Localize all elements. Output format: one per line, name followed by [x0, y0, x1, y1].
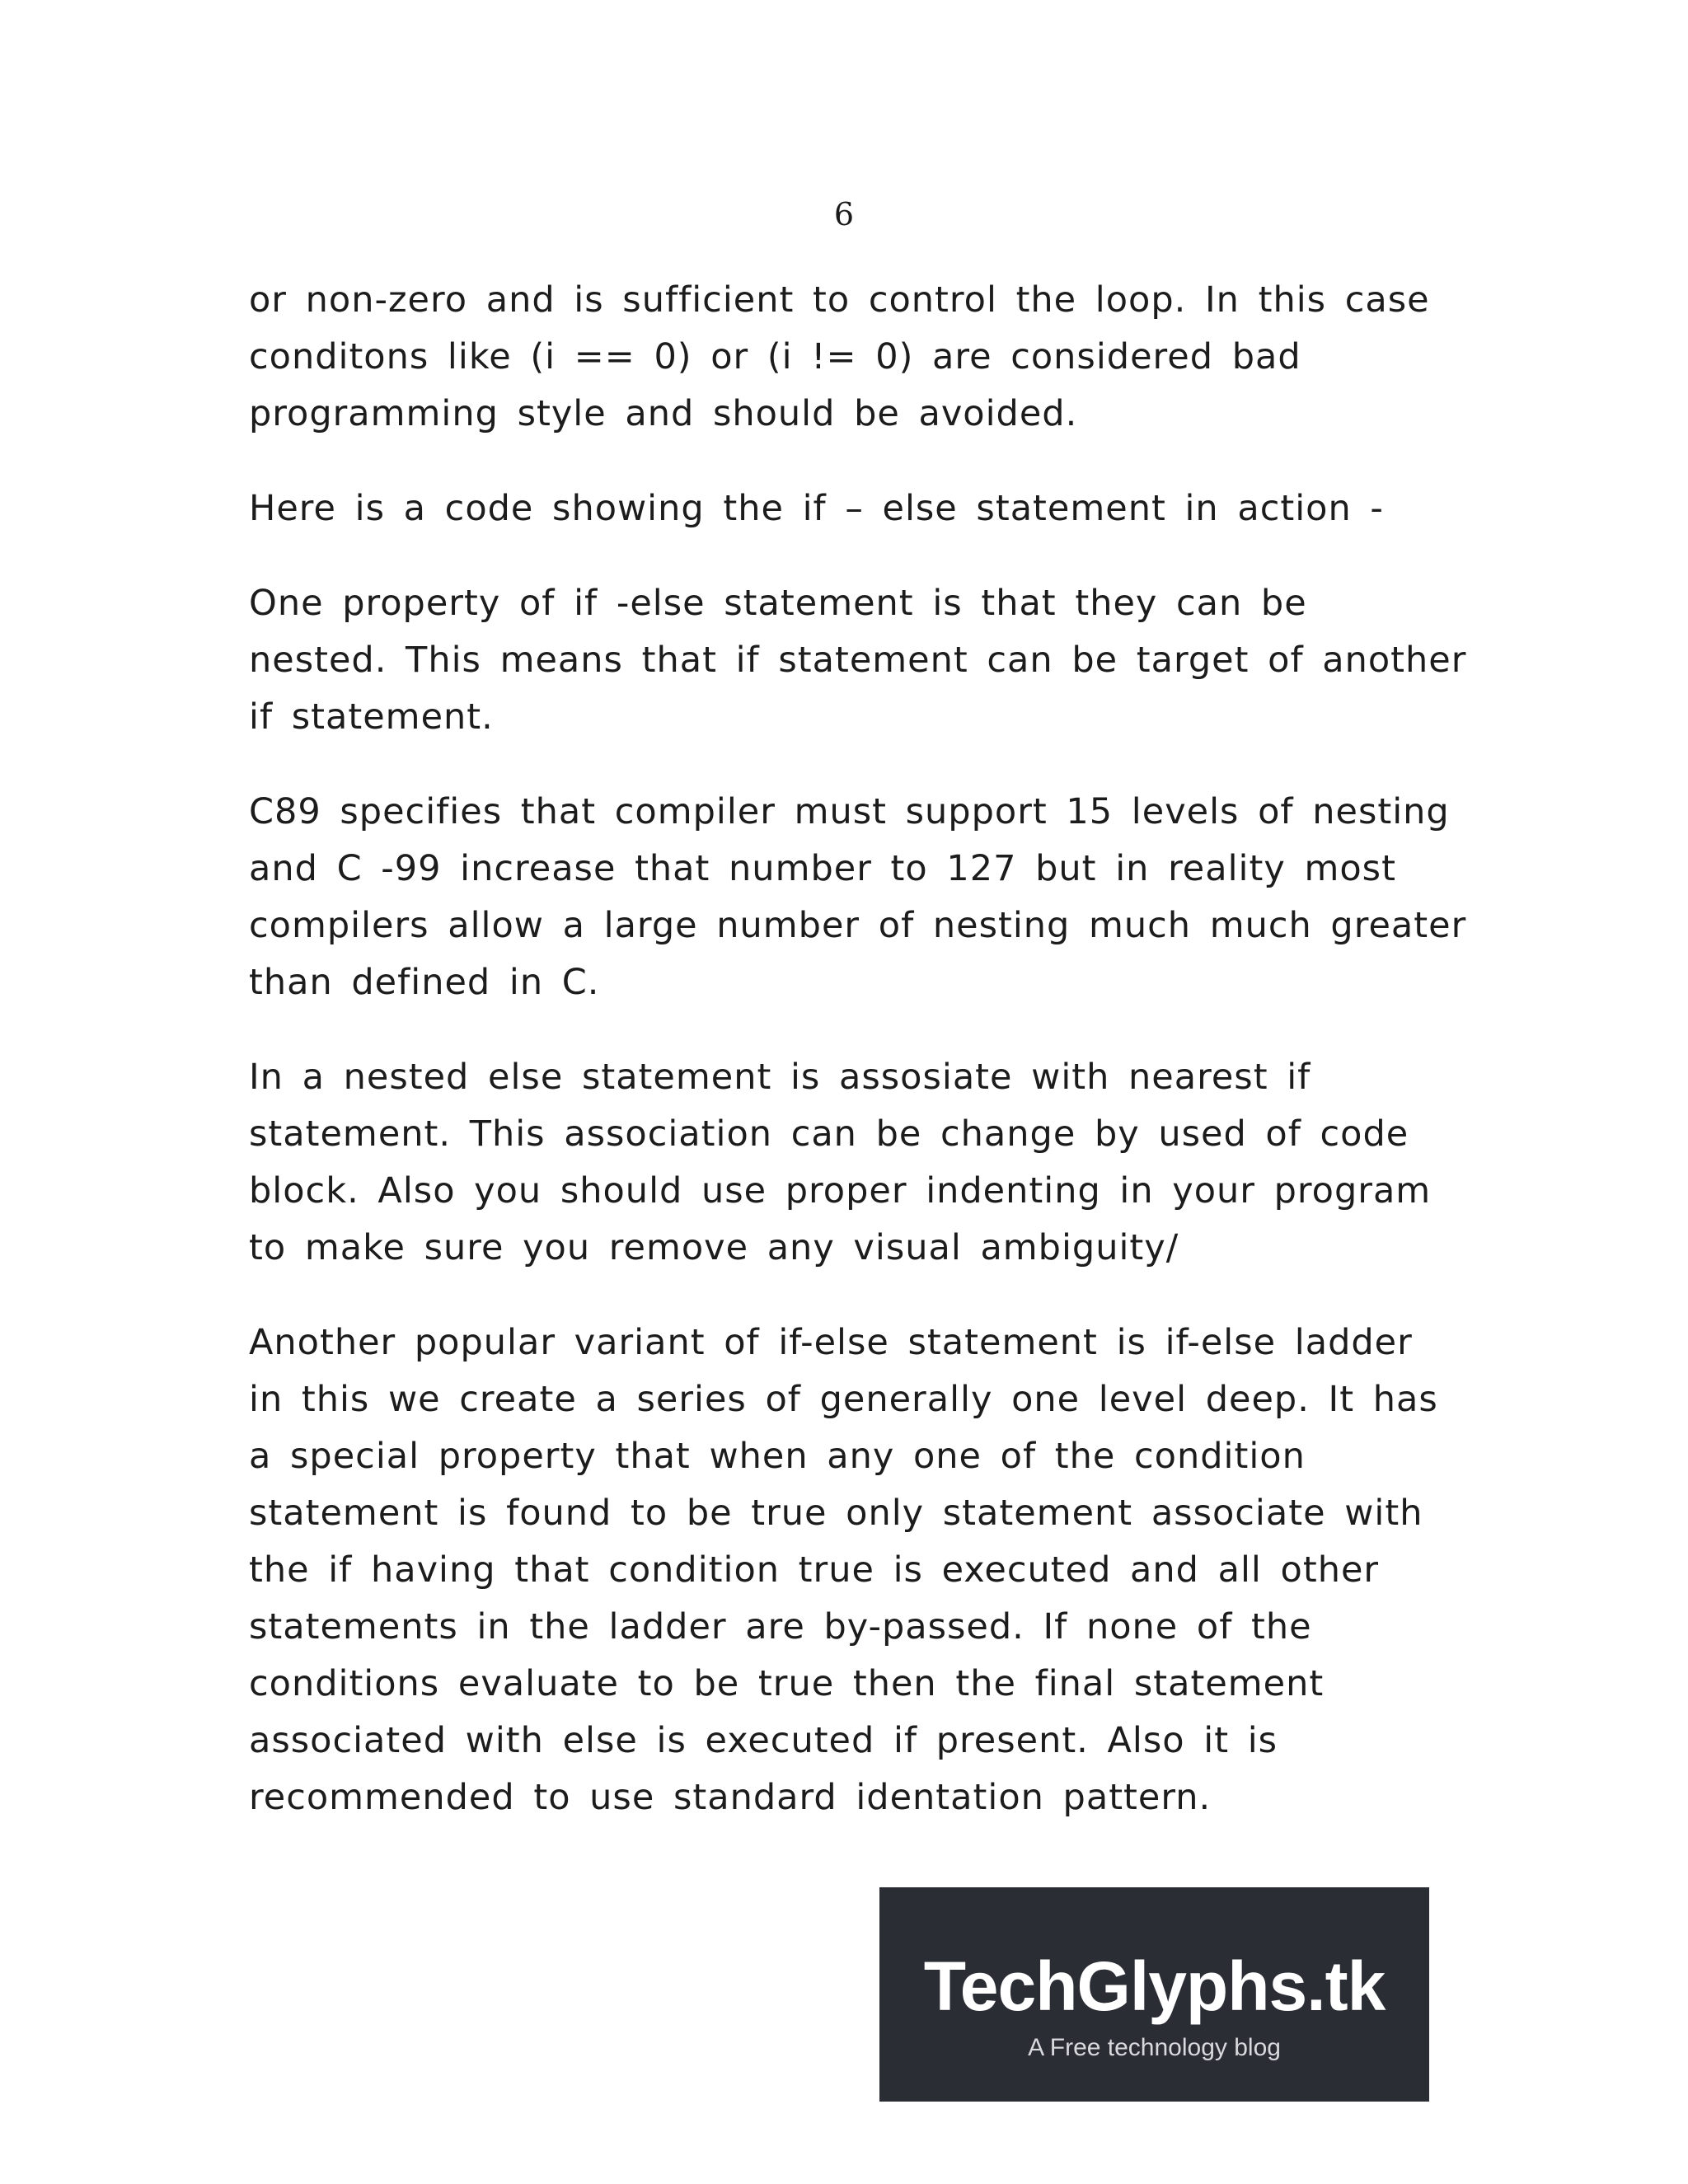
text-line: and C -99 increase that number to 127 but in reality most — [249, 848, 1396, 889]
text-line: statement is found to be true only statement associate with — [249, 1493, 1423, 1534]
text-line: One property of if -else statement is that they can be — [249, 583, 1307, 624]
text-line: in this we create a series of generally one level deep. It has — [249, 1379, 1438, 1420]
paragraph — [249, 1049, 1444, 1277]
text-line: conditons like (i == 0) or (i != 0) are considered bad — [249, 336, 1301, 377]
text-line: programming style and should be avoided. — [249, 393, 1078, 434]
paragraph — [249, 784, 1467, 1011]
text-line: or non-zero and is sufficient to control the loop. In this case — [249, 279, 1430, 321]
text-line: than defined in C. — [249, 962, 600, 1003]
text-line: the if having that condition true is executed and all other — [249, 1549, 1380, 1591]
banner-title: TechGlyphs.tk — [923, 1947, 1386, 2025]
text-line: statement. This association can be change by used of code — [249, 1113, 1409, 1155]
text-line: conditions evaluate to be true then the final statement — [249, 1663, 1325, 1704]
body-text — [249, 272, 1467, 1864]
paragraph — [249, 1315, 1444, 1826]
text-line: a special property that when any one of the condition — [249, 1436, 1306, 1477]
text-line: block. Also you should use proper indenting in your program — [249, 1170, 1432, 1212]
text-line: if statement. — [249, 696, 494, 738]
banner-subtitle: A Free technology blog — [1028, 2034, 1281, 2061]
text-line: C89 specifies that compiler must support 15 levels of nesting — [249, 791, 1450, 832]
paragraph — [249, 272, 1444, 443]
paragraph — [249, 575, 1467, 746]
text-line: to make sure you remove any visual ambiguity/ — [249, 1227, 1179, 1268]
page-number: 6 — [833, 196, 855, 232]
text-line: In a nested else statement is assosiate with nearest if — [249, 1057, 1311, 1098]
text-line: Another popular variant of if-else statement is if-else ladder — [249, 1322, 1413, 1363]
text-line: Here is a code showing the if – else statement in action - — [249, 488, 1384, 529]
text-line: nested. This means that if statement can be target of another — [249, 640, 1467, 681]
paragraph — [249, 480, 1444, 537]
text-line: statements in the ladder are by-passed. If none of the — [249, 1606, 1312, 1647]
text-line: associated with else is executed if present. Also it is — [249, 1720, 1278, 1761]
text-line: recommended to use standard identation pattern. — [249, 1777, 1212, 1818]
text-line: compilers allow a large number of nesting much much greater — [249, 905, 1467, 946]
blog-logo-banner — [879, 1887, 1429, 2102]
